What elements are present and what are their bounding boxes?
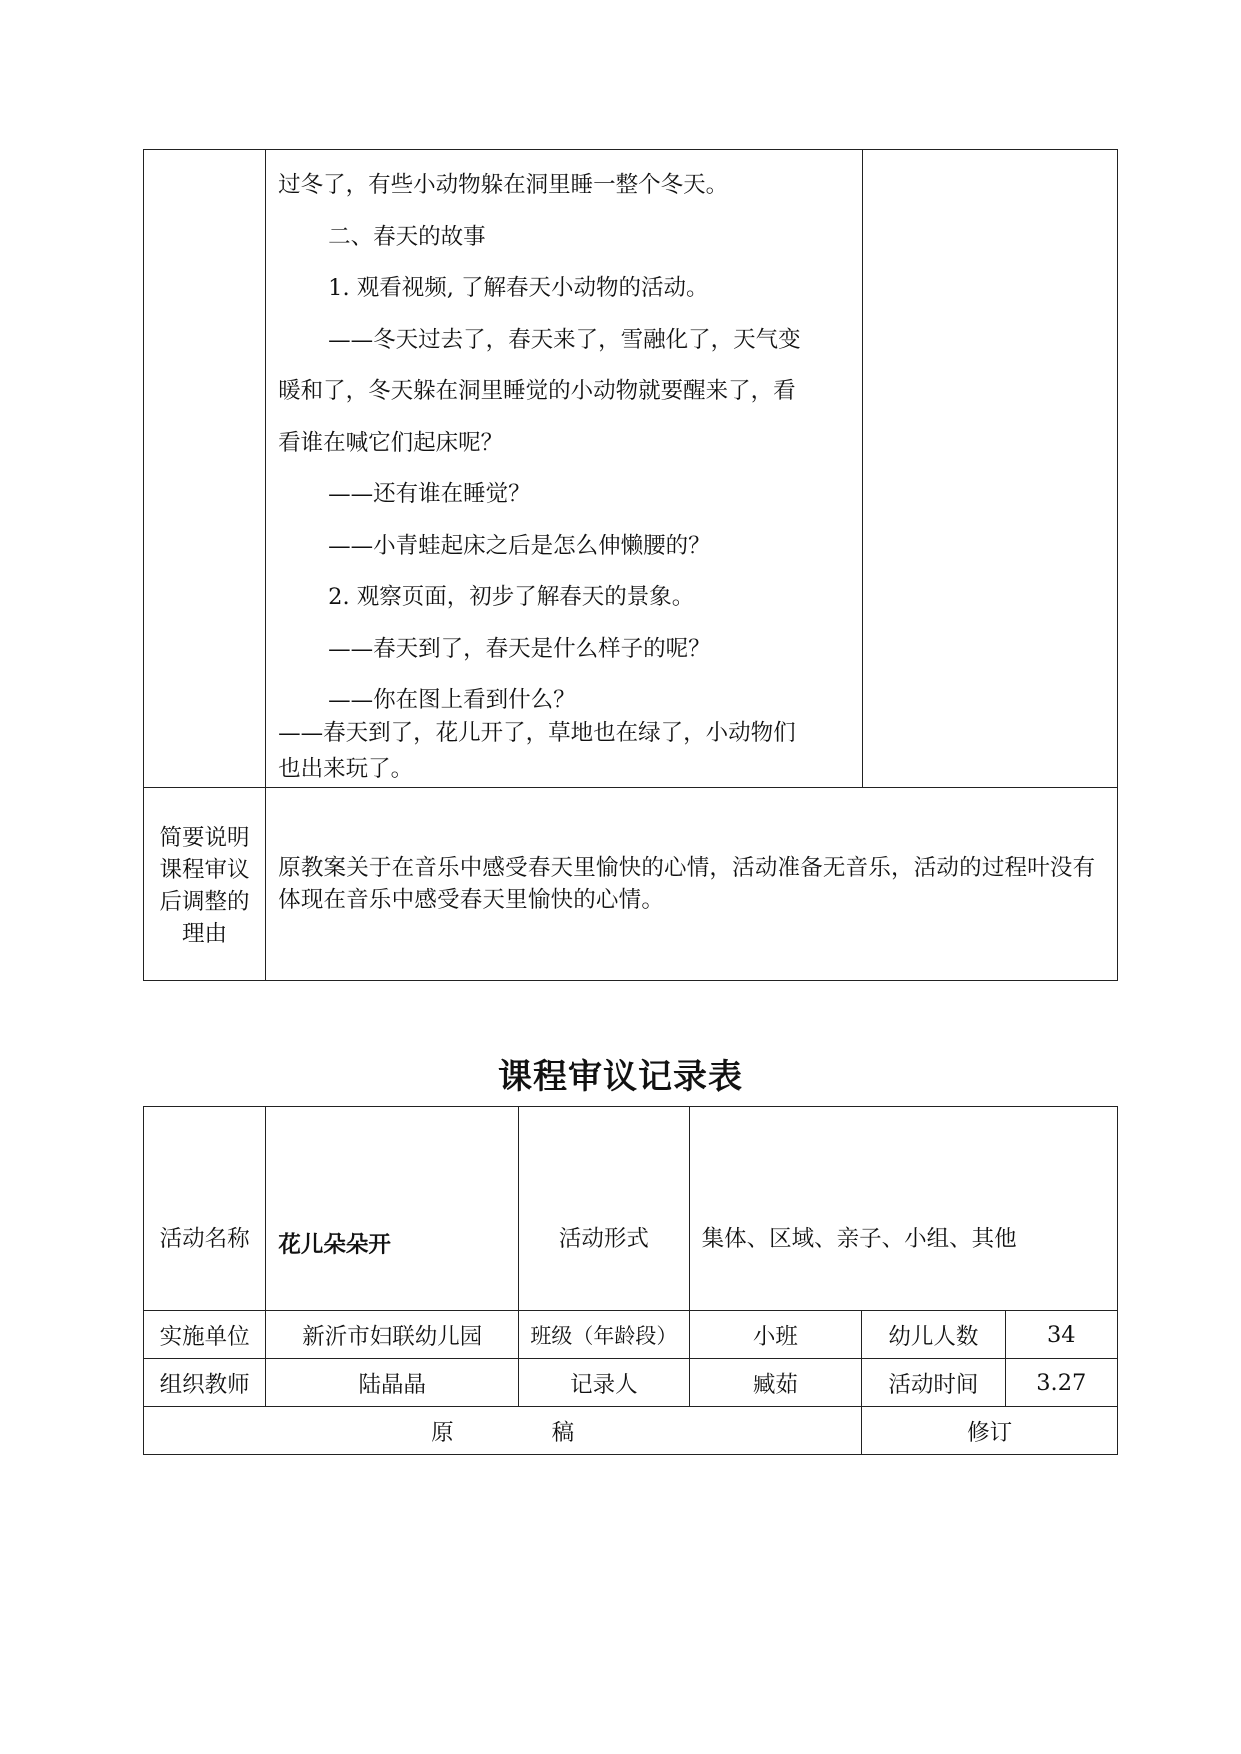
- activity-form-label: 活动形式: [519, 1107, 690, 1311]
- activity-row: [144, 1107, 1118, 1311]
- unit-value: 新沂市妇联幼儿园: [266, 1311, 519, 1359]
- content-line: 也出来玩了。: [278, 756, 414, 782]
- page-title: 课程审议记录表: [498, 1057, 743, 1097]
- class-label: 班级（年龄段）: [519, 1311, 690, 1359]
- recorder-value: 臧茹: [689, 1359, 862, 1407]
- content-line: ——春天到了，春天是什么样子的呢？: [328, 635, 711, 662]
- content-line: ——还有谁在睡觉？: [328, 481, 531, 507]
- adjustment-reason-row: [144, 788, 1118, 981]
- teacher-row: [144, 1359, 1118, 1407]
- activity-form-value: 集体、区域、亲子、小组、其他: [689, 1107, 1117, 1311]
- empty-label-cell: [144, 150, 266, 788]
- reason-label-cell: [144, 788, 266, 981]
- activity-name-value: 花儿朵朵开: [266, 1107, 519, 1311]
- original-header-left: 原: [431, 1419, 454, 1446]
- teacher-label: 组织教师: [144, 1359, 266, 1407]
- reason-text-cell: [266, 788, 1118, 981]
- class-value: 小班: [689, 1311, 862, 1359]
- children-count-label: 幼儿人数: [862, 1311, 1005, 1359]
- lesson-plan-continuation-table: [143, 149, 1118, 981]
- unit-label: 实施单位: [144, 1311, 266, 1359]
- step-heading: 1. 观看视频, 了解春天小动物的活动。: [328, 275, 709, 301]
- content-line: ——你在图上看到什么？: [328, 687, 576, 713]
- time-value: 3.27: [1005, 1359, 1117, 1407]
- curriculum-review-record-table: [143, 1106, 1118, 1455]
- section-heading: 二、春天的故事: [328, 223, 486, 250]
- reason-text: 原教案关于在音乐中感受春天里愉快的心情，活动准备无音乐，活动的过程叶没有体现在音乐中感受春天里愉快的心情。: [278, 855, 1096, 913]
- content-line: ——冬天过去了，春天来了，雪融化了，天气变: [328, 326, 801, 353]
- recorder-label: 记录人: [519, 1359, 690, 1407]
- content-line: 暖和了，冬天躲在洞里睡觉的小动物就要醒来了，看: [278, 378, 796, 404]
- activity-name-label: 活动名称: [144, 1107, 266, 1311]
- children-count-value: 34: [1005, 1311, 1117, 1359]
- header-row: [144, 1407, 1118, 1455]
- step-heading: 2. 观察页面，初步了解春天的景象。: [328, 584, 695, 610]
- original-content-cell: [266, 150, 863, 788]
- reason-label: 简要说明 课程审议 后调整的 理由: [159, 825, 250, 947]
- original-header: [144, 1407, 862, 1455]
- content-line: ——小青蛙起床之后是怎么伸懒腰的？: [328, 532, 711, 559]
- content-line: 看谁在喊它们起床呢？: [278, 429, 504, 456]
- content-line: ——春天到了，花儿开了，草地也在绿了，小动物们: [278, 720, 796, 746]
- revision-header: 修订: [862, 1407, 1118, 1455]
- teacher-value: 陆晶晶: [266, 1359, 519, 1407]
- revision-cell: [862, 150, 1117, 788]
- unit-row: [144, 1311, 1118, 1359]
- content-line: 过冬了，有些小动物躲在洞里睡一整个冬天。: [278, 172, 729, 198]
- lesson-content-row: [144, 150, 1118, 788]
- original-header-right: 稿: [551, 1419, 575, 1446]
- time-label: 活动时间: [862, 1359, 1005, 1407]
